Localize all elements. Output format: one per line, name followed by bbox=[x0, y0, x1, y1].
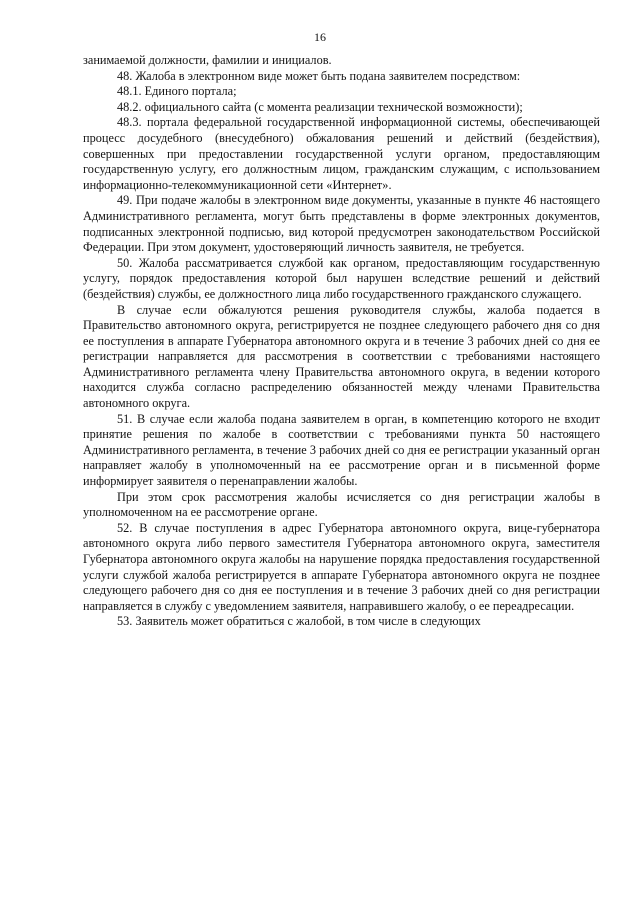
paragraph-48-1: 48.1. Единого портала; bbox=[117, 84, 237, 99]
paragraph-53: 53. Заявитель может обратиться с жалобой, в том числе в следующих bbox=[117, 614, 481, 629]
paragraph-50: 50. Жалоба рассматривается службой как органом, предоставляющим государственную услугу, порядок предоставления которой был нарушен вследствие решений и действий (бездействия) службы, ее должностного лица либо государственного гражданского служащего. bbox=[83, 255, 600, 301]
paragraph-48: 48. Жалоба в электронном виде может быть подана заявителем посредством: bbox=[117, 68, 521, 83]
paragraph-50-appeal-head: В случае если обжалуются решения руководителя службы, жалоба подается в Правительство автономного округа, регистрируется не позднее следующего рабочего дня со дня ее поступления в аппарате Губернатора автономного округа и в течение 3 рабочих дней со дня ее регистрации направляется для рассмотрения в соответствии с требованиями настоящего Административного регламента члену Правительства автономного округа, в ведении которого находится служба согласно распределению обязанностей между членами Правительства автономного округа. bbox=[83, 302, 600, 411]
paragraph-51-term: При этом срок рассмотрения жалобы исчисляется со дня регистрации жалобы в уполномоченном на ее рассмотрение органе. bbox=[83, 489, 600, 520]
paragraph-51: 51. В случае если жалоба подана заявителем в орган, в компетенцию которого не входит принятие решения по жалобе в соответствии с требованиями пункта 50 настоящего Административного регламента, в течение 3 рабочих дней со дня ее регистрации указанный орган направляет жалобу в уполномоченный на ее рассмотрение орган и в письменной форме информирует заявителя о перенаправлении жалобы. bbox=[83, 411, 600, 489]
document-body bbox=[83, 53, 600, 630]
paragraph-48-2: 48.2. официального сайта (с момента реализации технической возможности); bbox=[117, 99, 523, 114]
paragraph-49: 49. При подаче жалобы в электронном виде документы, указанные в пункте 46 настоящего Административного регламента, могут быть представлены в форме электронных документов, подписанных электронной подписью, вид которой предусмотрен законодательством Российской Федерации. При этом документ, удостоверяющий личность заявителя, не требуется. bbox=[83, 193, 600, 255]
paragraph-48-3: 48.3. портала федеральной государственной информационной системы, обеспечивающей процесс досудебного (внесудебного) обжалования решений и действий (бездействия), совершенных при предоставлении государственной услуги органом, предоставляющим государственную услугу, его должностным лицом, гражданским служащим, с использованием информационно-телекоммуникационной сети «Интернет». bbox=[83, 115, 600, 192]
paragraph-continuation: занимаемой должности, фамилии и инициалов. bbox=[83, 53, 332, 67]
page-number: 16 bbox=[314, 30, 326, 44]
paragraph-52: 52. В случае поступления в адрес Губернатора автономного округа, вице-губернатора автономного округа либо первого заместителя Губернатора автономного округа, заместителя Губернатора автономного округа жалобы на нарушение порядка предоставления государственной услуги службой жалоба регистрируется в аппарате Губернатора автономного округа не позднее следующего рабочего дня со дня ее поступления и в течение 3 рабочих дней со дня регистрации направляется в службу с уведомлением заявителя, направившего жалобу, о ее переадресации. bbox=[83, 520, 600, 613]
